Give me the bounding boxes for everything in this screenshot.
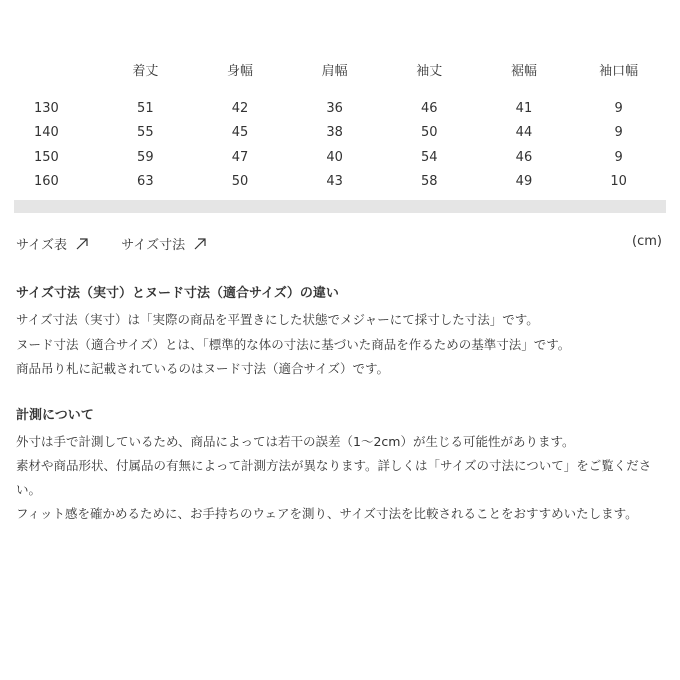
table-header-cuff: 袖口幅 bbox=[599, 63, 639, 79]
table-row bbox=[14, 121, 666, 146]
measurement-line: フィット感を確かめるために、お手持ちのウェアを測り、サイズ寸法を比較されることをおすすめいたします。 bbox=[16, 505, 638, 521]
table-cell: 63 bbox=[137, 174, 154, 190]
table-cell: 47 bbox=[231, 149, 249, 165]
table-cell: 41 bbox=[515, 100, 533, 116]
table-spacer bbox=[14, 82, 666, 96]
table-cell: 9 bbox=[614, 100, 623, 116]
size-difference-line: 商品吊り札に記載されているのはヌード寸法（適合サイズ）です。 bbox=[16, 361, 390, 376]
table-header-size bbox=[14, 56, 98, 82]
size-difference-title: サイズ寸法（実寸）とヌード寸法（適合サイズ）の違い bbox=[16, 286, 339, 301]
size-difference-line: ヌード寸法（適合サイズ）とは、「標準的な体の寸法に基づいた商品を作るための基準寸法」です。 bbox=[16, 336, 571, 352]
table-cell: 40 bbox=[326, 149, 343, 165]
size-measure-link-label: サイズ寸法 bbox=[121, 238, 186, 253]
size-measure-link[interactable] bbox=[121, 234, 207, 253]
table-header-hem: 裾幅 bbox=[510, 63, 537, 79]
measurement-section bbox=[16, 406, 666, 526]
measurement-line: 素材や商品形状、付属品の有無によって計測方法が異なります。詳しくは「サイズの寸法について」をご覧ください。 bbox=[16, 457, 652, 497]
table-cell: 54 bbox=[421, 149, 438, 165]
table-header-row bbox=[14, 56, 666, 82]
table-cell: 50 bbox=[421, 125, 438, 141]
table-header-chest: 身幅 bbox=[226, 63, 253, 79]
table-cell: 45 bbox=[231, 125, 249, 141]
table-cell: 38 bbox=[326, 125, 343, 141]
size-difference-section bbox=[16, 284, 666, 382]
table-cell: 59 bbox=[137, 149, 154, 165]
size-notes bbox=[16, 284, 666, 526]
table-cell-size: 160 bbox=[34, 174, 59, 190]
table-cell: 50 bbox=[231, 174, 249, 190]
measurement-title: 計測について bbox=[16, 407, 94, 423]
size-chart-link[interactable] bbox=[16, 234, 89, 253]
table-cell: 55 bbox=[137, 125, 154, 141]
size-difference-line: サイズ寸法（実寸）は「実際の商品を平置きにした状態でメジャーにて採寸した寸法」です。 bbox=[16, 312, 539, 327]
unit-label: (cm) bbox=[632, 234, 662, 249]
table-cell: 58 bbox=[421, 174, 438, 190]
table-row bbox=[14, 96, 666, 121]
table-cell-size: 130 bbox=[34, 100, 59, 116]
table-header-sleeve: 袖丈 bbox=[416, 63, 443, 79]
external-arrow-icon bbox=[75, 237, 89, 251]
table-cell: 43 bbox=[326, 174, 343, 190]
size-chart-link-label: サイズ表 bbox=[16, 238, 67, 253]
size-table bbox=[14, 56, 666, 194]
table-header-shoulder: 肩幅 bbox=[321, 63, 348, 79]
table-cell: 9 bbox=[614, 125, 623, 141]
table-cell: 36 bbox=[326, 100, 343, 116]
table-cell: 42 bbox=[231, 100, 249, 116]
table-scrollbar[interactable] bbox=[14, 200, 666, 213]
external-arrow-icon bbox=[193, 237, 207, 251]
table-cell: 10 bbox=[610, 174, 627, 190]
size-links-row bbox=[16, 234, 664, 252]
table-cell-size: 150 bbox=[34, 149, 59, 165]
table-cell: 49 bbox=[515, 174, 533, 190]
table-row bbox=[14, 170, 666, 195]
table-row bbox=[14, 145, 666, 170]
table-cell: 46 bbox=[421, 100, 438, 116]
table-header-length: 着丈 bbox=[132, 63, 159, 79]
table-cell: 44 bbox=[515, 125, 533, 141]
table-cell: 46 bbox=[515, 149, 533, 165]
table-cell-size: 140 bbox=[34, 125, 59, 141]
table-cell: 9 bbox=[614, 149, 623, 165]
measurement-line: 外寸は手で計測しているため、商品によっては若干の誤差（1〜2cm）が生じる可能性があります。 bbox=[16, 433, 575, 449]
table-cell: 51 bbox=[137, 100, 154, 116]
